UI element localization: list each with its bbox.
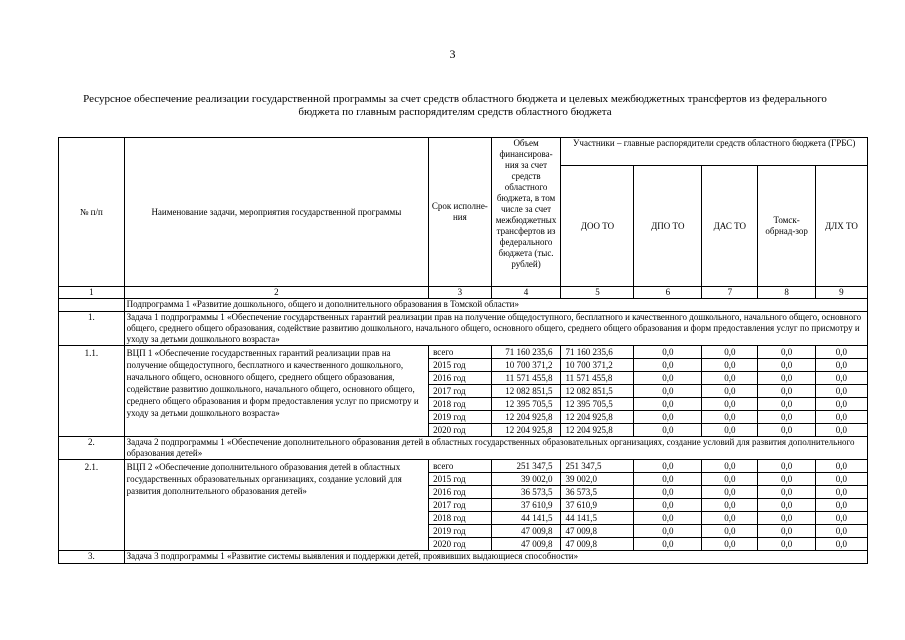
dpo-cell: 0,0 <box>634 512 702 525</box>
doo-cell: 47 009,8 <box>561 538 634 551</box>
das-cell: 0,0 <box>702 385 758 398</box>
header-tomsk: Томск-обрнад-зор <box>758 166 815 287</box>
volume-cell: 37 610,9 <box>491 499 561 512</box>
period-cell: 2019 год <box>429 525 492 538</box>
das-cell: 0,0 <box>702 460 758 473</box>
dlh-cell: 0,0 <box>815 385 867 398</box>
task3-num: 3. <box>59 551 125 564</box>
task2-num: 2. <box>59 437 125 460</box>
volume-cell: 12 395 705,5 <box>491 398 561 411</box>
doo-cell: 12 204 925,8 <box>561 424 634 437</box>
dlh-cell: 0,0 <box>815 499 867 512</box>
tomsk-cell: 0,0 <box>758 411 815 424</box>
das-cell: 0,0 <box>702 499 758 512</box>
task1-text: Задача 1 подпрограммы 1 «Обеспечение государственных гарантий реализации прав на получение общедоступного, бесплатного и качественного дошкольного, начального общего, основного общего, среднего общего образования, содействие развитию дошкольного, начального общего, основного общего, среднего общего образования и форм предоставления услуг по присмотру и уходу за детьми дошкольного возраста» <box>124 312 867 346</box>
period-cell: всего <box>429 346 492 359</box>
dlh-cell: 0,0 <box>815 486 867 499</box>
dpo-cell: 0,0 <box>634 385 702 398</box>
table-row <box>59 346 868 359</box>
period-cell: 2016 год <box>429 372 492 385</box>
period-cell: 2020 год <box>429 538 492 551</box>
dlh-cell: 0,0 <box>815 473 867 486</box>
tomsk-cell: 0,0 <box>758 460 815 473</box>
das-cell: 0,0 <box>702 538 758 551</box>
dpo-cell: 0,0 <box>634 424 702 437</box>
col-number: 9 <box>815 287 867 299</box>
col-number: 1 <box>59 287 125 299</box>
das-cell: 0,0 <box>702 398 758 411</box>
dlh-cell: 0,0 <box>815 460 867 473</box>
header-volume: Объем финансирова-ния за счет средств областного бюджета, в том числе за счет межбюджетных трансфертов из федерального бюджета (тыс. рублей) <box>491 138 561 287</box>
period-cell: 2018 год <box>429 512 492 525</box>
volume-cell: 47 009,8 <box>491 538 561 551</box>
volume-cell: 11 571 455,8 <box>491 372 561 385</box>
doo-cell: 44 141,5 <box>561 512 634 525</box>
dlh-cell: 0,0 <box>815 411 867 424</box>
tomsk-cell: 0,0 <box>758 359 815 372</box>
doo-cell: 71 160 235,6 <box>561 346 634 359</box>
dlh-cell: 0,0 <box>815 538 867 551</box>
col-number: 8 <box>758 287 815 299</box>
period-cell: 2019 год <box>429 411 492 424</box>
page-number: 3 <box>449 47 456 61</box>
col-number: 7 <box>702 287 758 299</box>
subprogram-title: Подпрограмма 1 «Развитие дошкольного, общего и дополнительного образования в Томской области» <box>124 299 867 312</box>
col-number: 4 <box>491 287 561 299</box>
doo-cell: 12 204 925,8 <box>561 411 634 424</box>
task2-text: Задача 2 подпрограммы 1 «Обеспечение дополнительного образования детей в областных государственных образовательных организациях, создание условий для развития дополнительного образования детей» <box>124 437 867 460</box>
subprogram-num-cell <box>59 299 125 312</box>
period-cell: 2015 год <box>429 473 492 486</box>
period-cell: 2015 год <box>429 359 492 372</box>
dpo-cell: 0,0 <box>634 359 702 372</box>
dlh-cell: 0,0 <box>815 424 867 437</box>
volume-cell: 12 204 925,8 <box>491 424 561 437</box>
dpo-cell: 0,0 <box>634 486 702 499</box>
tomsk-cell: 0,0 <box>758 372 815 385</box>
header-das: ДАС ТО <box>702 166 758 287</box>
das-cell: 0,0 <box>702 473 758 486</box>
doo-cell: 36 573,5 <box>561 486 634 499</box>
vcp2-num: 2.1. <box>59 460 125 551</box>
das-cell: 0,0 <box>702 411 758 424</box>
period-cell: 2020 год <box>429 424 492 437</box>
vcp1-num: 1.1. <box>59 346 125 437</box>
dpo-cell: 0,0 <box>634 525 702 538</box>
doo-cell: 11 571 455,8 <box>561 372 634 385</box>
tomsk-cell: 0,0 <box>758 499 815 512</box>
dpo-cell: 0,0 <box>634 411 702 424</box>
period-cell: всего <box>429 460 492 473</box>
period-cell: 2017 год <box>429 385 492 398</box>
vcp2-text: ВЦП 2 «Обеспечение дополнительного образования детей в областных государственных образовательных организациях, создание условий для развития дополнительного образования детей» <box>124 460 428 551</box>
dpo-cell: 0,0 <box>634 499 702 512</box>
period-cell: 2016 год <box>429 486 492 499</box>
das-cell: 0,0 <box>702 424 758 437</box>
dpo-cell: 0,0 <box>634 460 702 473</box>
das-cell: 0,0 <box>702 486 758 499</box>
doo-cell: 47 009,8 <box>561 525 634 538</box>
header-name: Наименование задачи, мероприятия государственной программы <box>124 138 428 287</box>
header-term: Срок исполне-ния <box>429 138 492 287</box>
dlh-cell: 0,0 <box>815 346 867 359</box>
col-number: 6 <box>634 287 702 299</box>
dlh-cell: 0,0 <box>815 359 867 372</box>
period-cell: 2018 год <box>429 398 492 411</box>
doo-cell: 37 610,9 <box>561 499 634 512</box>
tomsk-cell: 0,0 <box>758 525 815 538</box>
table-row <box>59 460 868 473</box>
header-participants: Участники – главные распорядители средств областного бюджета (ГРБС) <box>561 138 868 166</box>
tomsk-cell: 0,0 <box>758 398 815 411</box>
tomsk-cell: 0,0 <box>758 486 815 499</box>
tomsk-cell: 0,0 <box>758 512 815 525</box>
column-numbers-row <box>59 287 868 299</box>
tomsk-cell: 0,0 <box>758 424 815 437</box>
volume-cell: 12 204 925,8 <box>491 411 561 424</box>
dpo-cell: 0,0 <box>634 398 702 411</box>
col-number: 3 <box>429 287 492 299</box>
das-cell: 0,0 <box>702 346 758 359</box>
volume-cell: 251 347,5 <box>491 460 561 473</box>
period-cell: 2017 год <box>429 499 492 512</box>
tomsk-cell: 0,0 <box>758 385 815 398</box>
vcp1-section <box>59 346 868 437</box>
das-cell: 0,0 <box>702 372 758 385</box>
das-cell: 0,0 <box>702 512 758 525</box>
volume-cell: 44 141,5 <box>491 512 561 525</box>
header-doo: ДОО ТО <box>561 166 634 287</box>
tomsk-cell: 0,0 <box>758 538 815 551</box>
col-number: 5 <box>561 287 634 299</box>
header-dlh: ДЛХ ТО <box>815 166 867 287</box>
doo-cell: 12 082 851,5 <box>561 385 634 398</box>
dlh-cell: 0,0 <box>815 525 867 538</box>
tomsk-cell: 0,0 <box>758 473 815 486</box>
vcp2-section <box>59 460 868 551</box>
vcp1-text: ВЦП 1 «Обеспечение государственных гарантий реализации прав на получение общедоступного, бесплатного и качественного дошкольного, начального общего, основного общего, среднего общего образования, содействие развитию дошкольного, начального общего, основного общего, среднего общего образования и форм предоставления услуг по присмотру и уходу за детьми дошкольного возраста» <box>124 346 428 437</box>
volume-cell: 10 700 371,2 <box>491 359 561 372</box>
doo-cell: 10 700 371,2 <box>561 359 634 372</box>
dlh-cell: 0,0 <box>815 372 867 385</box>
header-num: № п/п <box>59 138 125 287</box>
dpo-cell: 0,0 <box>634 346 702 359</box>
volume-cell: 36 573,5 <box>491 486 561 499</box>
volume-cell: 12 082 851,5 <box>491 385 561 398</box>
doo-cell: 39 002,0 <box>561 473 634 486</box>
task1-num: 1. <box>59 312 125 346</box>
tomsk-cell: 0,0 <box>758 346 815 359</box>
das-cell: 0,0 <box>702 525 758 538</box>
dpo-cell: 0,0 <box>634 538 702 551</box>
das-cell: 0,0 <box>702 359 758 372</box>
volume-cell: 39 002,0 <box>491 473 561 486</box>
dlh-cell: 0,0 <box>815 512 867 525</box>
document-title: Ресурсное обеспечение реализации государственной программы за счет средств областного бюджета и целевых межбюджетных трансфертов из федерального бюджета по главным распорядителям средств областного бюджета <box>83 93 827 118</box>
doo-cell: 12 395 705,5 <box>561 398 634 411</box>
task3-text: Задача 3 подпрограммы 1 «Развитие системы выявления и поддержки детей, проявивших выдающиеся способности» <box>124 551 867 564</box>
volume-cell: 47 009,8 <box>491 525 561 538</box>
header-dpo: ДПО ТО <box>634 166 702 287</box>
budget-table <box>58 137 868 564</box>
dpo-cell: 0,0 <box>634 473 702 486</box>
col-number: 2 <box>124 287 428 299</box>
doo-cell: 251 347,5 <box>561 460 634 473</box>
dlh-cell: 0,0 <box>815 398 867 411</box>
volume-cell: 71 160 235,6 <box>491 346 561 359</box>
dpo-cell: 0,0 <box>634 372 702 385</box>
